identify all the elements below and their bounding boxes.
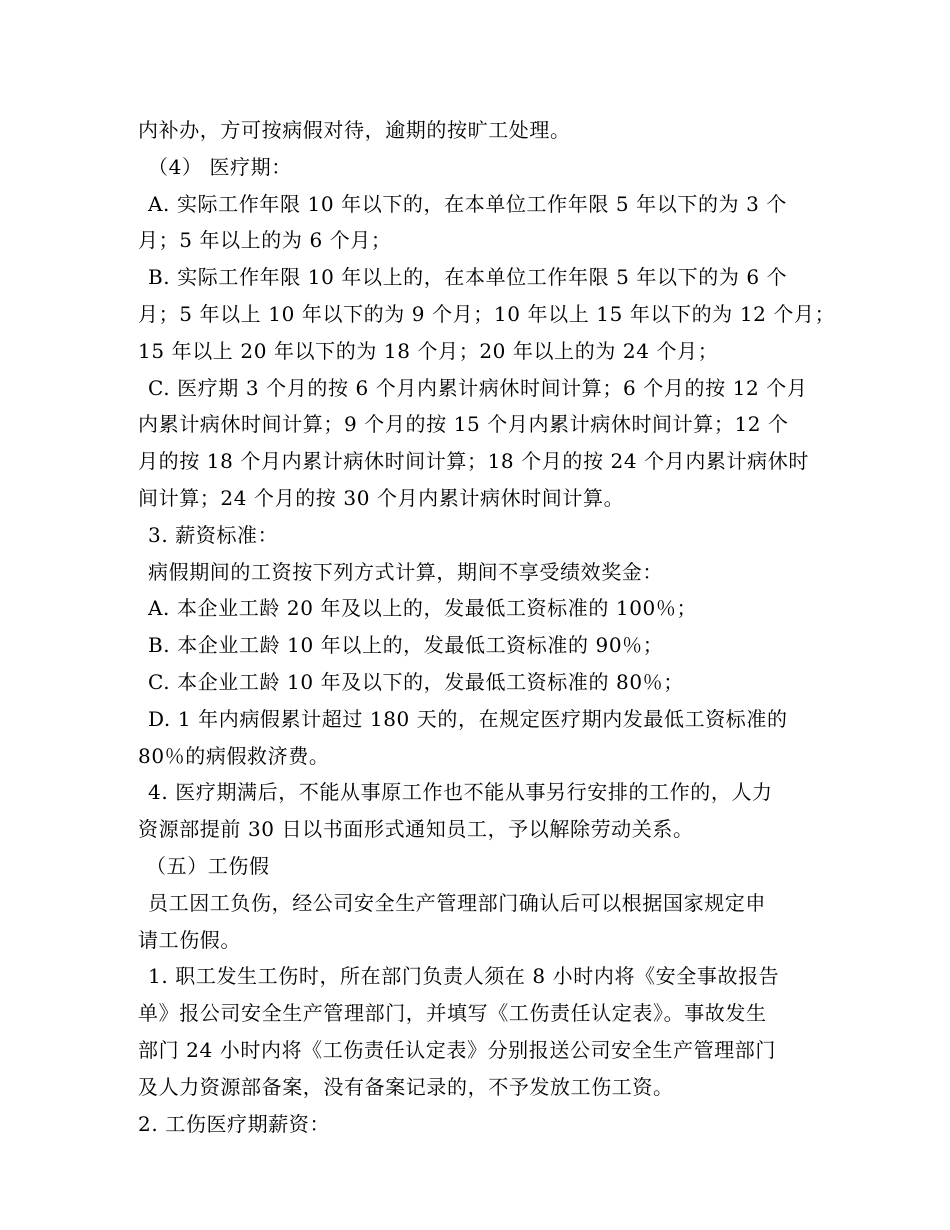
text-line: 请工伤假。	[138, 927, 241, 952]
text-line: 内累计病休时间计算；9 个月的按 15 个月内累计病休时间计算；12 个	[138, 412, 789, 437]
text-line: 月；5 年以上的为 6 个月；	[138, 228, 392, 253]
text-line: 病假期间的工资按下列方式计算，期间不享受绩效奖金：	[148, 559, 663, 584]
text-line: B. 本企业工龄 10 年以上的，发最低工资标准的 90％；	[148, 633, 664, 658]
text-line: A. 本企业工龄 20 年及以上的，发最低工资标准的 100％；	[148, 596, 698, 621]
text-line: D. 1 年内病假累计超过 180 天的，在规定医疗期内发最低工资标准的	[148, 706, 788, 731]
section-heading: （五）工伤假	[146, 853, 270, 878]
text-line: 及人力资源部备案，没有备案记录的，不予发放工伤工资。	[138, 1074, 674, 1099]
text-line: 2. 工伤医疗期薪资：	[138, 1111, 331, 1136]
text-line: 内补办，方可按病假对待，逾期的按旷工处理。	[138, 118, 571, 142]
text-line: 单》报公司安全生产管理部门，并填写《工伤责任认定表》。事故发生	[138, 1001, 767, 1026]
text-line: 1. 职工发生工伤时，所在部门负责人须在 8 小时内将《安全事故报告	[148, 964, 780, 989]
text-line: 员工因工负伤，经公司安全生产管理部门确认后可以根据国家规定申	[148, 890, 766, 915]
document-body	[138, 112, 836, 1142]
text-line: C. 本企业工龄 10 年及以下的，发最低工资标准的 80％；	[148, 669, 684, 694]
text-line: 15 年以上 20 年以下的为 18 个月；20 年以上的为 24 个月；	[138, 338, 719, 363]
text-line: （4） 医疗期：	[148, 154, 292, 179]
text-line: 部门 24 小时内将《工伤责任认定表》分别报送公司安全生产管理部门	[138, 1037, 776, 1062]
text-line: 3. 薪资标准：	[148, 522, 279, 547]
text-line: 月的按 18 个月内累计病休时间计算；18 个月的按 24 个月内累计病休时	[138, 449, 809, 474]
text-line: A. 实际工作年限 10 年以下的，在本单位工作年限 5 年以下的为 3 个	[148, 191, 788, 216]
text-line: C. 医疗期 3 个月的按 6 个月内累计病休时间计算；6 个月的按 12 个月	[148, 375, 808, 400]
text-line: 80％的病假救济费。	[138, 743, 330, 768]
text-line: 间计算；24 个月的按 30 个月内累计病休时间计算。	[138, 485, 625, 510]
text-line: 资源部提前 30 日以书面形式通知员工，予以解除劳动关系。	[138, 817, 694, 842]
text-line: 月；5 年以上 10 年以下的为 9 个月；10 年以上 15 年以下的为 12 个月；	[138, 301, 836, 326]
text-line: 4. 医疗期满后，不能从事原工作也不能从事另行安排的工作的，人力	[148, 780, 773, 805]
text-line: B. 实际工作年限 10 年以上的，在本单位工作年限 5 年以下的为 6 个	[148, 265, 788, 290]
